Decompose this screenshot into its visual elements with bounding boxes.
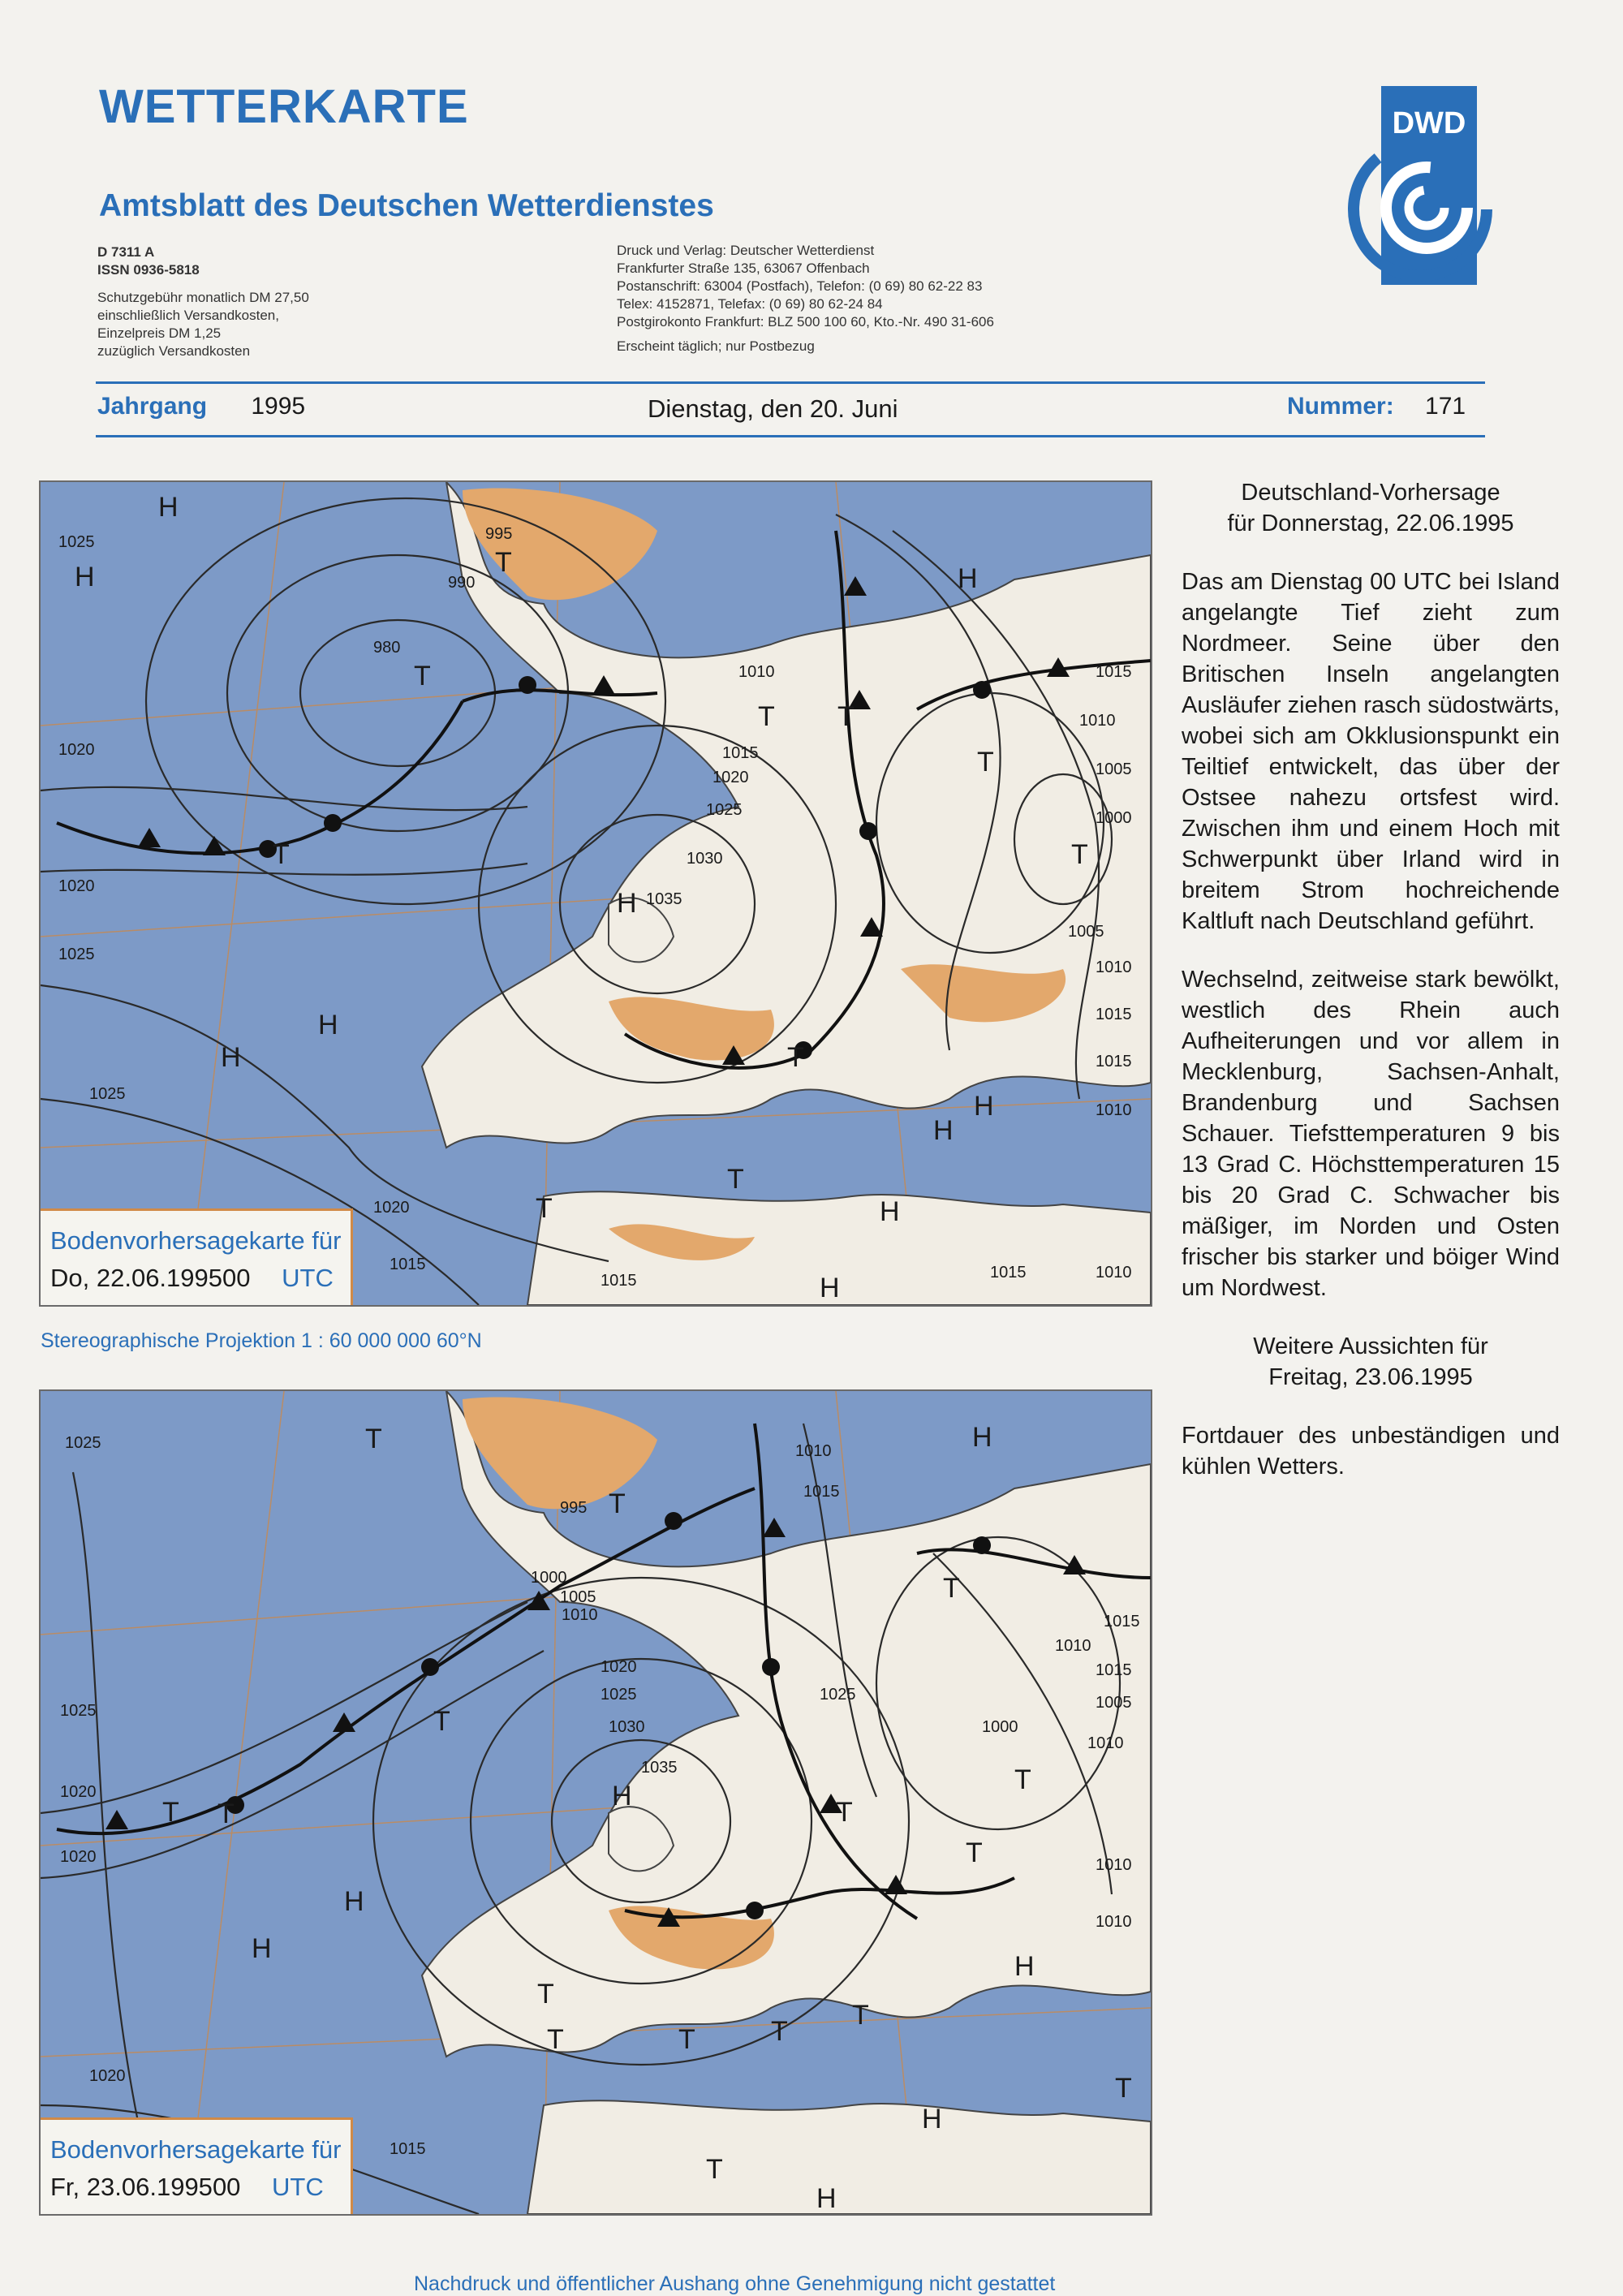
low-pressure-marker: T (852, 2000, 869, 2031)
logo-text: DWD (1392, 106, 1466, 140)
publication-note: Erscheint täglich; nur Postbezug (617, 338, 815, 354)
low-pressure-marker: T (727, 1164, 744, 1195)
isobar-label: 1005 (1068, 923, 1104, 941)
low-pressure-marker: T (837, 701, 855, 732)
page-title: WETTERKARTE (99, 80, 469, 133)
high-pressure-marker: H (318, 1010, 338, 1040)
pub-code: D 7311 A (97, 244, 155, 260)
isobar-label: 1000 (531, 1569, 567, 1587)
isobar-label: 1035 (646, 890, 682, 908)
low-pressure-marker: T (966, 1837, 983, 1868)
isobar-label: 1010 (795, 1442, 832, 1460)
isobar-label: 1025 (58, 946, 95, 963)
low-pressure-marker: T (217, 1798, 235, 1829)
isobar-label: 1015 (722, 744, 759, 762)
low-pressure-marker: T (365, 1424, 382, 1454)
isobar-label: 1010 (1096, 1913, 1132, 1931)
forecast-map-1 (39, 480, 1152, 1307)
forecast-subheading: für Donnerstag, 22.06.1995 (1227, 510, 1514, 536)
isobar-label: 1000 (1096, 809, 1132, 827)
low-pressure-marker: T (1014, 1764, 1031, 1795)
isobar-label: 990 (448, 574, 476, 592)
outlook-subheading: Freitag, 23.06.1995 (1268, 1364, 1473, 1390)
copyright-footer: Nachdruck und öffentlicher Aushang ohne Genehmigung nicht gestattet (414, 2272, 1056, 2295)
low-pressure-marker: T (495, 547, 512, 578)
isobar-label: 1010 (1096, 1264, 1132, 1282)
low-pressure-marker: T (771, 2016, 788, 2047)
map-caption-hour: 00 (212, 2173, 241, 2201)
publisher-line: Telex: 4152871, Telefax: (0 69) 80 62-24 84 (617, 296, 883, 312)
map-caption-utc: UTC (272, 2173, 324, 2201)
number-value: 171 (1425, 393, 1466, 420)
isobar-label: 1015 (601, 1272, 637, 1290)
publisher-line: Frankfurter Straße 135, 63067 Offenbach (617, 261, 870, 276)
low-pressure-marker: T (433, 1706, 450, 1737)
isobar-label: 1020 (60, 1783, 97, 1801)
publisher-line: Postgirokonto Frankfurt: BLZ 500 100 60, Kto.-Nr. 490 31-606 (617, 314, 994, 330)
forecast-map-2 (39, 1389, 1152, 2216)
low-pressure-marker: T (977, 747, 994, 778)
high-pressure-marker: H (158, 492, 179, 523)
outlook-heading: Weitere Aussichten für (1253, 1333, 1488, 1359)
isobar-label: 1020 (373, 1199, 410, 1217)
low-pressure-marker: T (836, 1797, 853, 1828)
issue-date: Dienstag, den 20. Juni (648, 394, 898, 423)
forecast-paragraph: Wechselnd, zeitweise stark bewölkt, westlich des Rhein auch Aufheiterungen und vor allem in Mecklenburg, Sachsen-Anhalt, Brandenburg und Sachsen Schauer. Tiefsttemperaturen 9 bis 13 Grad C. Höchsttemperaturen 15 bis 20 Grad C. Schwacher bis mäßiger, im Norden und Osten frischer bis starker und böiger Wind um Nordwest. (1182, 967, 1560, 1301)
isobar-label: 1005 (1096, 1694, 1132, 1712)
isobar-label: 1025 (89, 1085, 126, 1103)
isobar-label: 1025 (601, 1686, 637, 1704)
low-pressure-marker: T (706, 2154, 723, 2185)
isobar-label: 1020 (58, 741, 95, 759)
low-pressure-marker: T (547, 2024, 564, 2055)
isobar-label: 1015 (390, 2140, 426, 2158)
publication-info-left (97, 243, 438, 360)
publisher-line: Postanschrift: 63004 (Postfach), Telefon: (0 69) 80 62-22 83 (617, 278, 983, 294)
fee-line: einschließlich Versandkosten, (97, 308, 279, 323)
high-pressure-marker: H (1014, 1951, 1035, 1982)
forecast-paragraph: Das am Dienstag 00 UTC bei Island angelangte Tief zieht zum Nordmeer. Seine über den Britischen Inseln angelangten Ausläufer ziehen rasch südostwärts, wobei sich am Okklusionspunkt ein Teiltief entwickelt, das über der Ostsee nahezu ortsfest wird. Zwischen ihm und einem Hoch mit Schwerpunkt über Irland wird in breitem Strom hochreichende Kaltluft nach Deutschland geführt. (1182, 569, 1560, 934)
map-caption-date: Do, 22.06.1995 (50, 1264, 223, 1292)
isobar-label: 1020 (601, 1658, 637, 1676)
map-caption-date: Fr, 23.06.1995 (50, 2173, 213, 2201)
low-pressure-marker: T (787, 1042, 804, 1073)
isobar-label: 1005 (560, 1588, 596, 1606)
isobar-label: 1015 (1096, 1661, 1132, 1679)
isobar-label: 1010 (1096, 958, 1132, 976)
isobar-label: 1015 (990, 1264, 1027, 1282)
low-pressure-marker: T (414, 661, 431, 691)
isobar-label: 1015 (803, 1483, 840, 1501)
projection-note: Stereographische Projektion 1 : 60 000 000 60°N (41, 1329, 482, 1352)
high-pressure-marker: H (612, 1781, 632, 1811)
low-pressure-marker: T (678, 2024, 695, 2055)
forecast-heading: Deutschland-Vorhersage (1241, 480, 1500, 506)
isobar-label: 1015 (1096, 1006, 1132, 1023)
isobar-label: 1025 (820, 1686, 856, 1704)
high-pressure-marker: H (252, 1933, 272, 1964)
isobar-label: 1020 (60, 1848, 97, 1866)
low-pressure-marker: T (537, 1979, 554, 2010)
map-2-drawing (41, 1391, 1151, 2214)
low-pressure-marker: T (943, 1573, 960, 1604)
high-pressure-marker: H (617, 888, 637, 919)
map-1-drawing (41, 482, 1151, 1305)
low-pressure-marker: T (609, 1488, 626, 1519)
volume-year (97, 393, 305, 420)
fee-line: Schutzgebühr monatlich DM 27,50 (97, 290, 309, 305)
isobar-label: 1020 (89, 2067, 126, 2085)
isobar-label: 1015 (1096, 1053, 1132, 1070)
publication-info-right (617, 242, 1152, 355)
high-pressure-marker: H (75, 562, 95, 592)
low-pressure-marker: T (273, 839, 290, 870)
isobar-label: 1020 (712, 769, 749, 786)
low-pressure-marker: T (758, 701, 775, 732)
dwd-logo (1323, 86, 1501, 289)
map-caption-title: Bodenvorhersagekarte für (50, 1226, 342, 1255)
high-pressure-marker: H (974, 1091, 994, 1122)
isobar-label: 1010 (1096, 1856, 1132, 1874)
year-label: Jahrgang (97, 393, 208, 420)
isobar-label: 1010 (1096, 1101, 1132, 1119)
high-pressure-marker: H (922, 2104, 942, 2134)
low-pressure-marker: T (536, 1193, 553, 1224)
isobar-label: 1025 (65, 1434, 101, 1452)
map-1-caption (41, 1208, 353, 1305)
year-value: 1995 (251, 393, 306, 420)
isobar-label: 1035 (641, 1759, 678, 1777)
isobar-label: 1010 (562, 1606, 598, 1624)
isobar-label: 1025 (706, 801, 743, 819)
high-pressure-marker: H (820, 1273, 840, 1303)
high-pressure-marker: H (958, 563, 978, 594)
header-rule-bottom (96, 435, 1485, 437)
isobar-label: 1010 (738, 663, 775, 681)
isobar-label: 1015 (1096, 663, 1132, 681)
isobar-label: 1030 (687, 850, 723, 868)
pub-issn: ISSN 0936-5818 (97, 262, 200, 278)
fee-line: zuzüglich Versandkosten (97, 343, 251, 359)
high-pressure-marker: H (933, 1115, 954, 1146)
isobar-label: 1010 (1079, 712, 1116, 730)
high-pressure-marker: H (344, 1886, 364, 1917)
issue-number (1287, 393, 1466, 420)
fee-line: Einzelpreis DM 1,25 (97, 325, 222, 341)
isobar-label: 1005 (1096, 760, 1132, 778)
isobar-label: 1025 (60, 1702, 97, 1720)
high-pressure-marker: H (972, 1422, 992, 1453)
isobar-label: 1010 (1055, 1637, 1091, 1655)
isobar-label: 1025 (58, 533, 95, 551)
publisher-line: Druck und Verlag: Deutscher Wetterdienst (617, 243, 875, 258)
low-pressure-marker: T (1115, 2073, 1132, 2104)
isobar-label: 1015 (1104, 1613, 1140, 1630)
map-2-caption (41, 2117, 353, 2214)
high-pressure-marker: H (880, 1196, 900, 1227)
high-pressure-marker: H (816, 2183, 837, 2214)
isobar-label: 1030 (609, 1718, 645, 1736)
outlook-paragraph: Fortdauer des unbeständigen und kühlen Wetters. (1182, 1423, 1560, 1480)
isobar-label: 995 (560, 1499, 588, 1517)
isobar-label: 1000 (982, 1718, 1018, 1736)
isobar-label: 980 (373, 639, 401, 657)
isobar-label: 1020 (58, 877, 95, 895)
page-subtitle: Amtsblatt des Deutschen Wetterdienstes (99, 188, 714, 223)
dwd-swirl-icon (1323, 86, 1501, 289)
forecast-column (1182, 477, 1560, 1482)
number-label: Nummer: (1287, 393, 1394, 420)
header-rule-top (96, 381, 1485, 384)
high-pressure-marker: H (221, 1042, 241, 1073)
map-caption-title: Bodenvorhersagekarte für (50, 2135, 342, 2164)
map-caption-hour: 00 (222, 1264, 251, 1292)
low-pressure-marker: T (1071, 839, 1088, 870)
map-caption-utc: UTC (282, 1264, 334, 1292)
isobar-label: 1010 (1087, 1734, 1124, 1752)
isobar-label: 1015 (390, 1256, 426, 1273)
low-pressure-marker: T (162, 1797, 179, 1828)
isobar-label: 995 (485, 525, 513, 543)
